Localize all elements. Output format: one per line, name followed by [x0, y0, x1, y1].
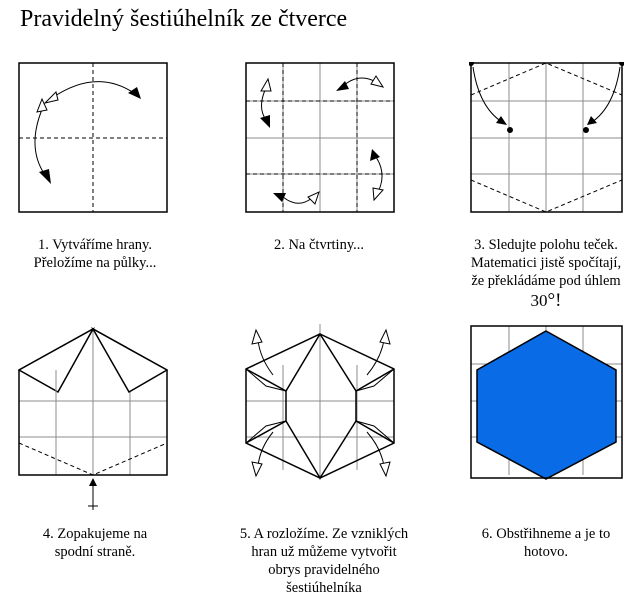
- caption-line: 3. Sledujte polohu teček.: [474, 237, 618, 253]
- caption-line: spodní straně.: [54, 544, 136, 560]
- angle-suffix: °!: [547, 290, 562, 311]
- arrow-head-filled: [39, 169, 51, 184]
- angle-value: 30: [530, 291, 548, 310]
- caption-line: hran už můžeme vytvořit: [251, 544, 397, 560]
- arrow-head-open: [45, 92, 58, 103]
- corner-dot: [619, 62, 624, 66]
- page-title: Pravidelný šestiúhelník ze čtverce: [20, 6, 348, 32]
- step-2-caption: [219, 236, 419, 254]
- step-3-caption: [441, 236, 643, 312]
- diagram-step-5: [238, 320, 413, 485]
- diagram-step-3: [469, 62, 624, 214]
- step-5-caption: [214, 525, 434, 597]
- caption-line: Přeložíme na půlky...: [33, 255, 157, 271]
- step-1-caption: [0, 236, 195, 272]
- caption-line: že překládáme pod úhlem: [471, 273, 621, 289]
- caption-line: obrys pravidelného: [268, 562, 380, 578]
- arrow-head-open: [37, 99, 47, 112]
- fold-arrow-left: [35, 107, 45, 175]
- step-6-caption: [446, 525, 643, 561]
- target-dot: [583, 127, 589, 133]
- hexagon-fill: [477, 331, 616, 479]
- caption-line: 2. Na čtvrtiny...: [273, 237, 365, 253]
- caption-line: 1. Vytváříme hrany.: [38, 237, 152, 253]
- diagram-step-4: [18, 325, 168, 515]
- diagram-step-1: [18, 62, 168, 214]
- angle-label: [441, 290, 643, 312]
- caption-line: hotovo.: [524, 544, 568, 560]
- step-4-caption: [0, 525, 195, 561]
- corner-dot: [469, 62, 474, 66]
- caption-line: 5. A rozložíme. Ze vzniklých: [239, 526, 409, 542]
- diagram-step-6: [469, 325, 624, 480]
- target-dot: [507, 127, 513, 133]
- folded-flap-right: [93, 329, 167, 392]
- diagram-step-2: [245, 62, 395, 214]
- arrow-head-filled: [128, 87, 141, 99]
- caption-line: šestiúhelníka: [286, 580, 362, 596]
- caption-line: Matematici jistě spočítají,: [470, 255, 622, 271]
- caption-line: 4. Zopakujeme na: [42, 526, 148, 542]
- caption-line: 6. Obstřihneme a je to: [481, 526, 611, 542]
